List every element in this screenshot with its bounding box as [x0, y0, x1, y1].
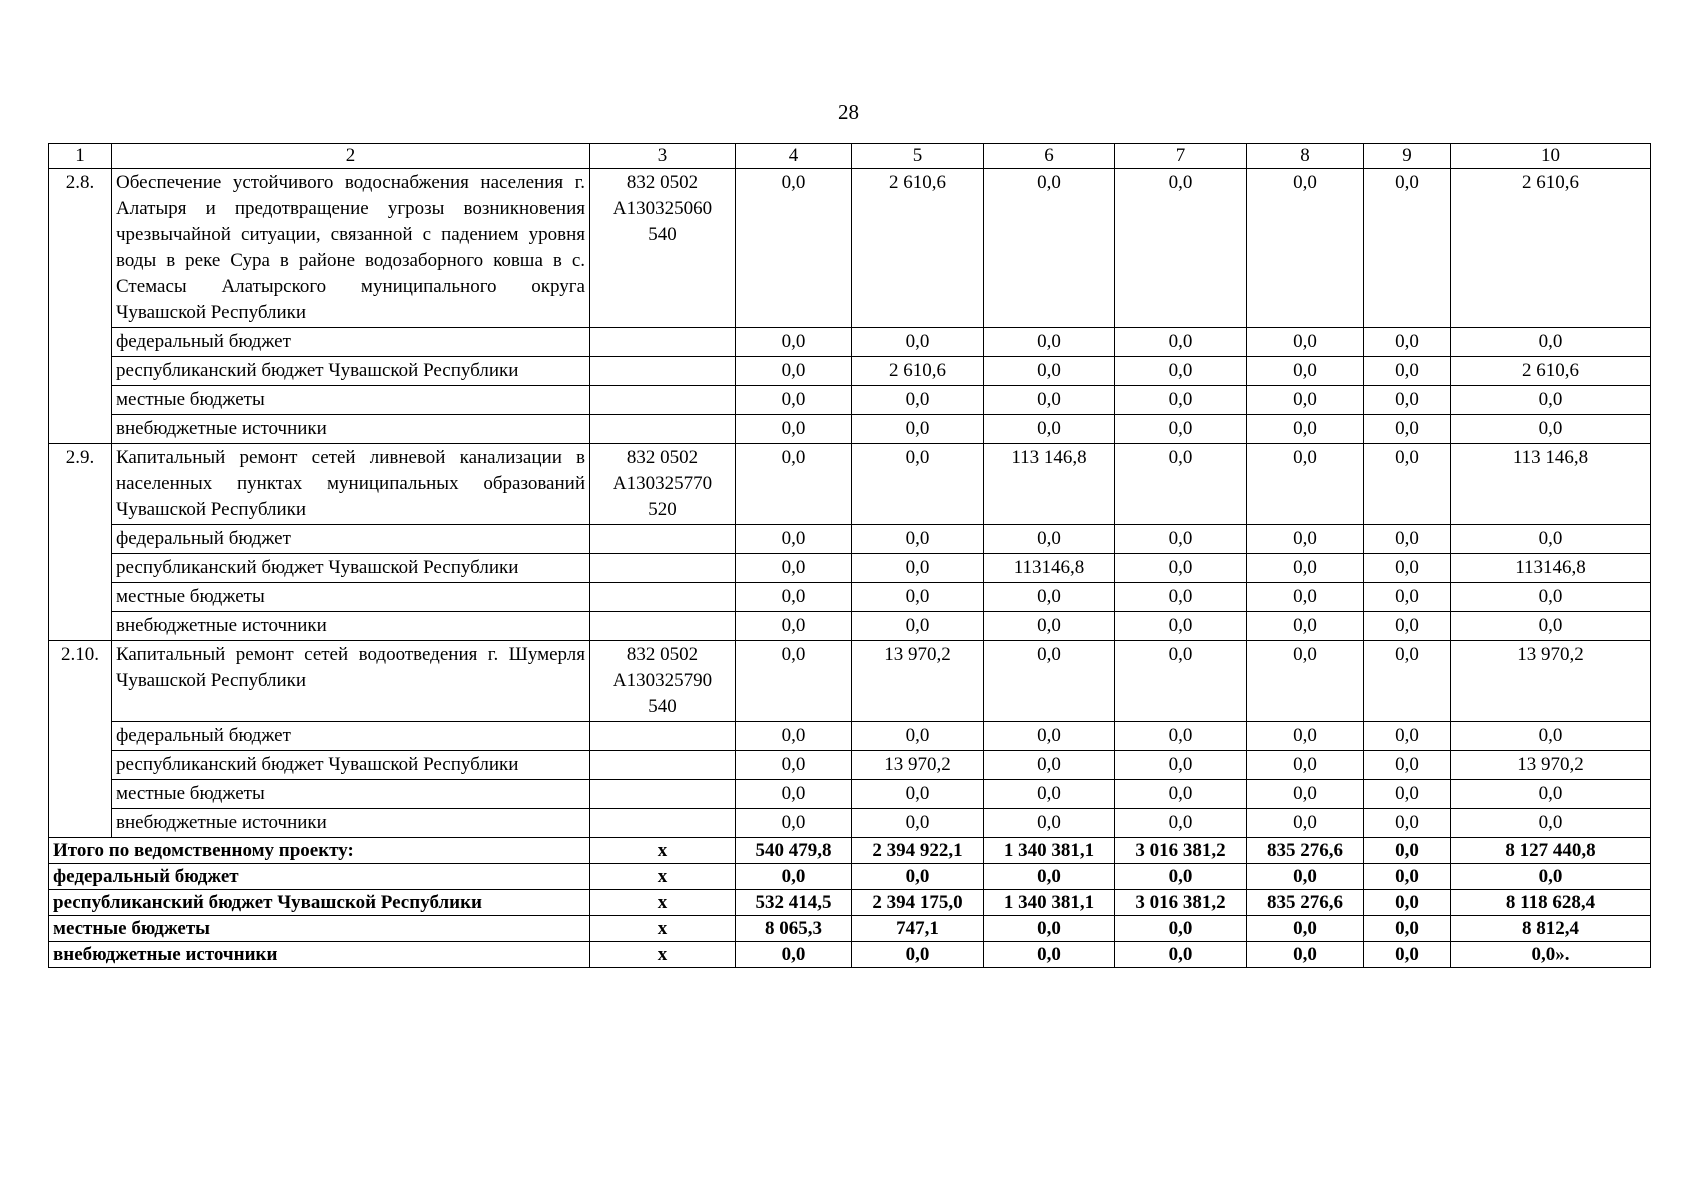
total-value-cell: 0,0	[1115, 942, 1247, 968]
funding-source-row	[49, 722, 1651, 751]
funding-source-row	[49, 583, 1651, 612]
value-cell: 2 610,6	[852, 357, 984, 386]
total-value-cell: 0,0	[1115, 864, 1247, 890]
total-value-cell: 0,0	[1451, 864, 1651, 890]
value-cell: 13 970,2	[852, 751, 984, 780]
total-value-cell: 3 016 381,2	[1115, 890, 1247, 916]
budget-code	[590, 444, 736, 525]
total-code: х	[590, 942, 736, 968]
total-value-cell: 0,0	[1364, 864, 1451, 890]
total-value-cell: 0,0	[1364, 916, 1451, 942]
value-cell: 0,0	[852, 809, 984, 838]
column-number: 6	[984, 144, 1115, 169]
value-cell: 0,0	[852, 415, 984, 444]
column-number: 7	[1115, 144, 1247, 169]
budget-code-empty	[590, 722, 736, 751]
budget-code-empty	[590, 415, 736, 444]
value-cell: 0,0	[1247, 554, 1364, 583]
value-cell: 0,0	[1451, 612, 1651, 641]
value-cell: 0,0	[1451, 415, 1651, 444]
total-row	[49, 942, 1651, 968]
value-cell: 0,0	[736, 444, 852, 525]
total-value-cell: 1 340 381,1	[984, 890, 1115, 916]
value-cell: 0,0	[984, 328, 1115, 357]
column-number: 8	[1247, 144, 1364, 169]
funding-source-label: федеральный бюджет	[112, 525, 590, 554]
value-cell: 113 146,8	[1451, 444, 1651, 525]
total-label: местные бюджеты	[49, 916, 590, 942]
value-cell: 0,0	[984, 809, 1115, 838]
budget-code-empty	[590, 583, 736, 612]
budget-code-empty	[590, 386, 736, 415]
budget-code-empty	[590, 612, 736, 641]
value-cell: 0,0	[852, 780, 984, 809]
value-cell: 0,0	[736, 612, 852, 641]
total-value-cell: 0,0	[1364, 838, 1451, 864]
total-value-cell: 0,0	[852, 942, 984, 968]
value-cell: 0,0	[852, 386, 984, 415]
budget-code-line: 540	[648, 224, 677, 245]
total-row	[49, 838, 1651, 864]
project-index: 2.8.	[49, 169, 112, 444]
total-value-cell: 3 016 381,2	[1115, 838, 1247, 864]
value-cell: 0,0	[984, 751, 1115, 780]
value-cell: 0,0	[1247, 809, 1364, 838]
value-cell: 0,0	[1247, 583, 1364, 612]
value-cell: 0,0	[736, 722, 852, 751]
total-value-cell: 0,0	[1247, 864, 1364, 890]
value-cell: 0,0	[1247, 780, 1364, 809]
funding-source-label: федеральный бюджет	[112, 722, 590, 751]
funding-source-label: местные бюджеты	[112, 386, 590, 415]
total-value-cell: 747,1	[852, 916, 984, 942]
value-cell: 0,0	[736, 386, 852, 415]
value-cell: 0,0	[1247, 444, 1364, 525]
value-cell: 0,0	[1247, 386, 1364, 415]
value-cell: 0,0	[1247, 357, 1364, 386]
budget-code-line: А130325790	[612, 670, 713, 691]
value-cell: 0,0	[1115, 780, 1247, 809]
value-cell: 0,0	[736, 328, 852, 357]
budget-code-line: А130325770	[612, 473, 713, 494]
value-cell: 0,0	[1115, 751, 1247, 780]
value-cell: 0,0	[1364, 722, 1451, 751]
value-cell: 0,0	[736, 751, 852, 780]
total-value-cell: 0,0	[1115, 916, 1247, 942]
funding-source-row	[49, 809, 1651, 838]
value-cell: 0,0	[1115, 444, 1247, 525]
budget-code-empty	[590, 554, 736, 583]
value-cell: 0,0	[736, 554, 852, 583]
total-value-cell: 0,0	[852, 864, 984, 890]
column-number: 2	[112, 144, 590, 169]
funding-source-row	[49, 357, 1651, 386]
funding-source-label: внебюджетные источники	[112, 415, 590, 444]
value-cell: 2 610,6	[1451, 357, 1651, 386]
total-value-cell: 0,0	[1247, 942, 1364, 968]
total-row	[49, 916, 1651, 942]
value-cell: 113146,8	[1451, 554, 1651, 583]
funding-source-label: республиканский бюджет Чувашской Республики	[112, 357, 590, 386]
budget-code-empty	[590, 751, 736, 780]
total-code: х	[590, 838, 736, 864]
value-cell: 0,0	[1115, 328, 1247, 357]
value-cell: 0,0	[984, 722, 1115, 751]
value-cell: 0,0	[1115, 525, 1247, 554]
total-value-cell: 8 127 440,8	[1451, 838, 1651, 864]
budget-code-empty	[590, 328, 736, 357]
value-cell: 0,0	[1115, 722, 1247, 751]
value-cell: 0,0	[1115, 554, 1247, 583]
budget-code-line: А130325060	[612, 198, 713, 219]
total-value-cell: 532 414,5	[736, 890, 852, 916]
value-cell: 0,0	[1364, 525, 1451, 554]
value-cell: 0,0	[1247, 722, 1364, 751]
value-cell: 0,0	[984, 780, 1115, 809]
value-cell: 13 970,2	[852, 641, 984, 722]
budget-code	[590, 641, 736, 722]
budget-code-line: 520	[648, 499, 677, 520]
value-cell: 0,0	[736, 357, 852, 386]
value-cell: 0,0	[1364, 641, 1451, 722]
value-cell: 0,0	[1451, 809, 1651, 838]
funding-source-row	[49, 525, 1651, 554]
project-index: 2.10.	[49, 641, 112, 838]
funding-source-row	[49, 554, 1651, 583]
value-cell: 2 610,6	[852, 169, 984, 328]
value-cell: 0,0	[1247, 169, 1364, 328]
total-value-cell: 0,0	[984, 916, 1115, 942]
value-cell: 0,0	[852, 554, 984, 583]
total-value-cell: 0,0».	[1451, 942, 1651, 968]
budget-code	[590, 169, 736, 328]
value-cell: 0,0	[1247, 612, 1364, 641]
budget-code-empty	[590, 357, 736, 386]
funding-source-label: республиканский бюджет Чувашской Республики	[112, 554, 590, 583]
budget-table	[48, 143, 1651, 968]
project-row	[49, 641, 1651, 722]
funding-source-row	[49, 751, 1651, 780]
project-index: 2.9.	[49, 444, 112, 641]
total-value-cell: 8 065,3	[736, 916, 852, 942]
funding-source-label: внебюджетные источники	[112, 809, 590, 838]
value-cell: 0,0	[984, 169, 1115, 328]
total-value-cell: 0,0	[984, 864, 1115, 890]
total-label: Итого по ведомственному проекту:	[49, 838, 590, 864]
total-value-cell: 0,0	[1364, 942, 1451, 968]
total-value-cell: 1 340 381,1	[984, 838, 1115, 864]
value-cell: 0,0	[736, 169, 852, 328]
value-cell: 0,0	[1247, 328, 1364, 357]
total-value-cell: 835 276,6	[1247, 838, 1364, 864]
value-cell: 0,0	[852, 612, 984, 641]
value-cell: 0,0	[1364, 554, 1451, 583]
total-value-cell: 0,0	[984, 942, 1115, 968]
value-cell: 0,0	[852, 444, 984, 525]
funding-source-label: внебюджетные источники	[112, 612, 590, 641]
value-cell: 0,0	[1364, 386, 1451, 415]
value-cell: 0,0	[1247, 641, 1364, 722]
budget-code-line: 832 0502	[626, 644, 699, 665]
value-cell: 0,0	[1115, 809, 1247, 838]
value-cell: 0,0	[1451, 722, 1651, 751]
total-value-cell: 0,0	[736, 942, 852, 968]
total-value-cell: 835 276,6	[1247, 890, 1364, 916]
funding-source-row	[49, 415, 1651, 444]
value-cell: 0,0	[1451, 583, 1651, 612]
value-cell: 0,0	[1115, 386, 1247, 415]
total-value-cell: 2 394 922,1	[852, 838, 984, 864]
total-value-cell: 2 394 175,0	[852, 890, 984, 916]
total-label: внебюджетные источники	[49, 942, 590, 968]
value-cell: 0,0	[1364, 328, 1451, 357]
column-number: 10	[1451, 144, 1651, 169]
value-cell: 0,0	[984, 357, 1115, 386]
value-cell: 0,0	[1115, 169, 1247, 328]
project-title: Капитальный ремонт сетей ливневой канализации в населенных пунктах муниципальных образований Чувашской Республики	[112, 444, 590, 525]
value-cell: 0,0	[984, 415, 1115, 444]
page-number: 28	[838, 100, 859, 124]
total-value-cell: 0,0	[1247, 916, 1364, 942]
value-cell: 0,0	[1364, 169, 1451, 328]
project-row	[49, 444, 1651, 525]
project-title: Капитальный ремонт сетей водоотведения г. Шумерля Чувашской Республики	[112, 641, 590, 722]
value-cell: 0,0	[736, 525, 852, 554]
total-value-cell: 0,0	[736, 864, 852, 890]
value-cell: 0,0	[1364, 415, 1451, 444]
total-code: х	[590, 864, 736, 890]
value-cell: 0,0	[1115, 641, 1247, 722]
funding-source-row	[49, 612, 1651, 641]
value-cell: 0,0	[984, 612, 1115, 641]
value-cell: 0,0	[1115, 583, 1247, 612]
total-row	[49, 864, 1651, 890]
value-cell: 2 610,6	[1451, 169, 1651, 328]
value-cell: 0,0	[852, 583, 984, 612]
funding-source-label: республиканский бюджет Чувашской Республики	[112, 751, 590, 780]
value-cell: 0,0	[984, 641, 1115, 722]
value-cell: 0,0	[1364, 780, 1451, 809]
value-cell: 0,0	[1451, 780, 1651, 809]
funding-source-row	[49, 780, 1651, 809]
column-number: 5	[852, 144, 984, 169]
column-number: 3	[590, 144, 736, 169]
value-cell: 0,0	[1364, 612, 1451, 641]
total-row	[49, 890, 1651, 916]
total-label: федеральный бюджет	[49, 864, 590, 890]
total-code: х	[590, 916, 736, 942]
value-cell: 0,0	[984, 386, 1115, 415]
value-cell: 13 970,2	[1451, 751, 1651, 780]
value-cell: 0,0	[1451, 328, 1651, 357]
value-cell: 113 146,8	[984, 444, 1115, 525]
column-number: 9	[1364, 144, 1451, 169]
budget-code-line: 540	[648, 696, 677, 717]
budget-code-line: 832 0502	[626, 447, 699, 468]
total-value-cell: 0,0	[1364, 890, 1451, 916]
funding-source-label: местные бюджеты	[112, 780, 590, 809]
value-cell: 0,0	[1451, 386, 1651, 415]
total-label: республиканский бюджет Чувашской Республики	[49, 890, 590, 916]
funding-source-label: федеральный бюджет	[112, 328, 590, 357]
value-cell: 0,0	[736, 415, 852, 444]
project-title: Обеспечение устойчивого водоснабжения населения г. Алатыря и предотвращение угрозы возникновения чрезвычайной ситуации, связанной с падением уровня воды в реке Сура в районе водозаборного ковша в с. Стемасы Алатырского муниципального округа Чувашской Республики	[112, 169, 590, 328]
value-cell: 0,0	[736, 809, 852, 838]
value-cell: 0,0	[1247, 525, 1364, 554]
value-cell: 0,0	[852, 525, 984, 554]
budget-code-line: 832 0502	[626, 172, 699, 193]
column-number: 4	[736, 144, 852, 169]
value-cell: 0,0	[1364, 357, 1451, 386]
value-cell: 113146,8	[984, 554, 1115, 583]
funding-source-label: местные бюджеты	[112, 583, 590, 612]
column-numbers-row	[49, 144, 1651, 169]
value-cell: 0,0	[1115, 357, 1247, 386]
table-body	[49, 144, 1651, 968]
budget-code-empty	[590, 809, 736, 838]
project-row	[49, 169, 1651, 328]
funding-source-row	[49, 328, 1651, 357]
value-cell: 0,0	[1115, 612, 1247, 641]
total-value-cell: 8 812,4	[1451, 916, 1651, 942]
value-cell: 0,0	[1247, 415, 1364, 444]
total-code: х	[590, 890, 736, 916]
value-cell: 0,0	[852, 328, 984, 357]
value-cell: 0,0	[1364, 809, 1451, 838]
value-cell: 0,0	[1247, 751, 1364, 780]
value-cell: 0,0	[1115, 415, 1247, 444]
total-value-cell: 8 118 628,4	[1451, 890, 1651, 916]
column-number: 1	[49, 144, 112, 169]
value-cell: 0,0	[1451, 525, 1651, 554]
funding-source-row	[49, 386, 1651, 415]
value-cell: 0,0	[984, 583, 1115, 612]
value-cell: 0,0	[736, 583, 852, 612]
value-cell: 0,0	[736, 780, 852, 809]
value-cell: 0,0	[984, 525, 1115, 554]
value-cell: 0,0	[736, 641, 852, 722]
total-value-cell: 540 479,8	[736, 838, 852, 864]
budget-code-empty	[590, 780, 736, 809]
value-cell: 0,0	[1364, 444, 1451, 525]
budget-code-empty	[590, 525, 736, 554]
value-cell: 0,0	[1364, 751, 1451, 780]
value-cell: 0,0	[852, 722, 984, 751]
value-cell: 0,0	[1364, 583, 1451, 612]
value-cell: 13 970,2	[1451, 641, 1651, 722]
